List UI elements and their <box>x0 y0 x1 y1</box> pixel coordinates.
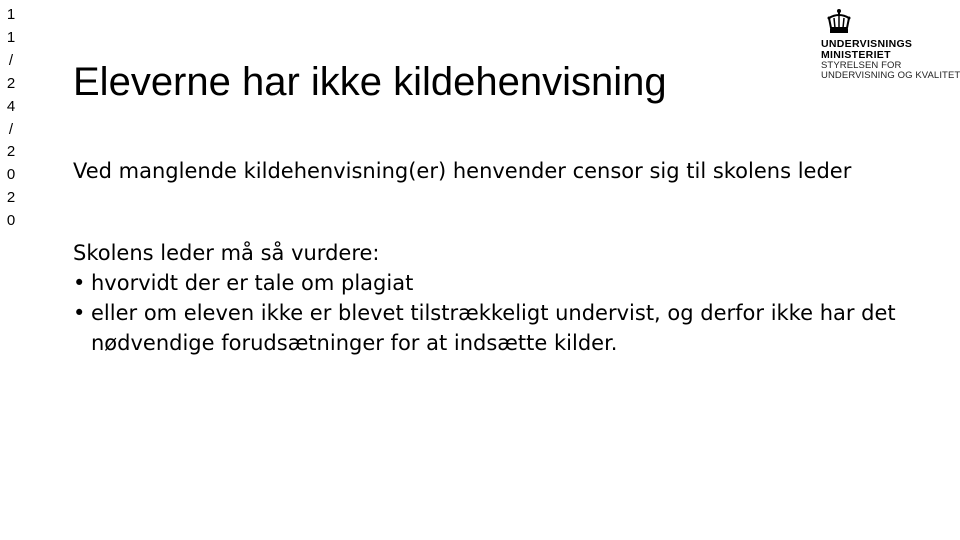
logo-line-2: MINISTERIET <box>821 49 891 61</box>
date-char: 2 <box>6 143 16 161</box>
date-char: / <box>8 120 14 138</box>
date-char: 0 <box>6 166 16 184</box>
date-char: 2 <box>6 189 16 207</box>
bullet-list <box>73 268 903 358</box>
bullet-item <box>73 298 903 358</box>
logo-line-3: STYRELSEN FOR <box>821 60 902 71</box>
date-char: / <box>8 51 14 69</box>
logo-line-4: UNDERVISNING OG KVALITET <box>821 70 960 81</box>
date-char: 0 <box>6 212 16 230</box>
ministry-logo <box>818 8 960 84</box>
slide-date-vertical <box>3 4 19 233</box>
logo-line-1: UNDERVISNINGS <box>821 38 913 50</box>
bullet-item <box>73 268 903 298</box>
paragraph-leader-intro: Skolens leder må så vurdere: <box>73 241 380 265</box>
date-char: 1 <box>6 28 16 46</box>
bullet-text: hvorvidt der er tale om plagiat <box>91 271 414 295</box>
bullet-marker: • <box>73 271 86 295</box>
date-char: 1 <box>6 6 16 23</box>
crown-icon <box>820 8 858 38</box>
date-char: 4 <box>6 97 16 115</box>
slide-title: Eleverne har ikke kildehenvisning <box>73 60 667 104</box>
paragraph-censor: Ved manglende kildehenvisning(er) henvender censor sig til skolens leder <box>73 159 852 183</box>
slide-body <box>73 156 903 358</box>
bullet-text: eller om eleven ikke er blevet tilstrækkeligt undervist, og derfor ikke har det nødvendige forudsætninger for at indsætte kilder. <box>91 301 896 355</box>
date-char: 2 <box>6 74 16 92</box>
bullet-marker: • <box>73 301 86 325</box>
